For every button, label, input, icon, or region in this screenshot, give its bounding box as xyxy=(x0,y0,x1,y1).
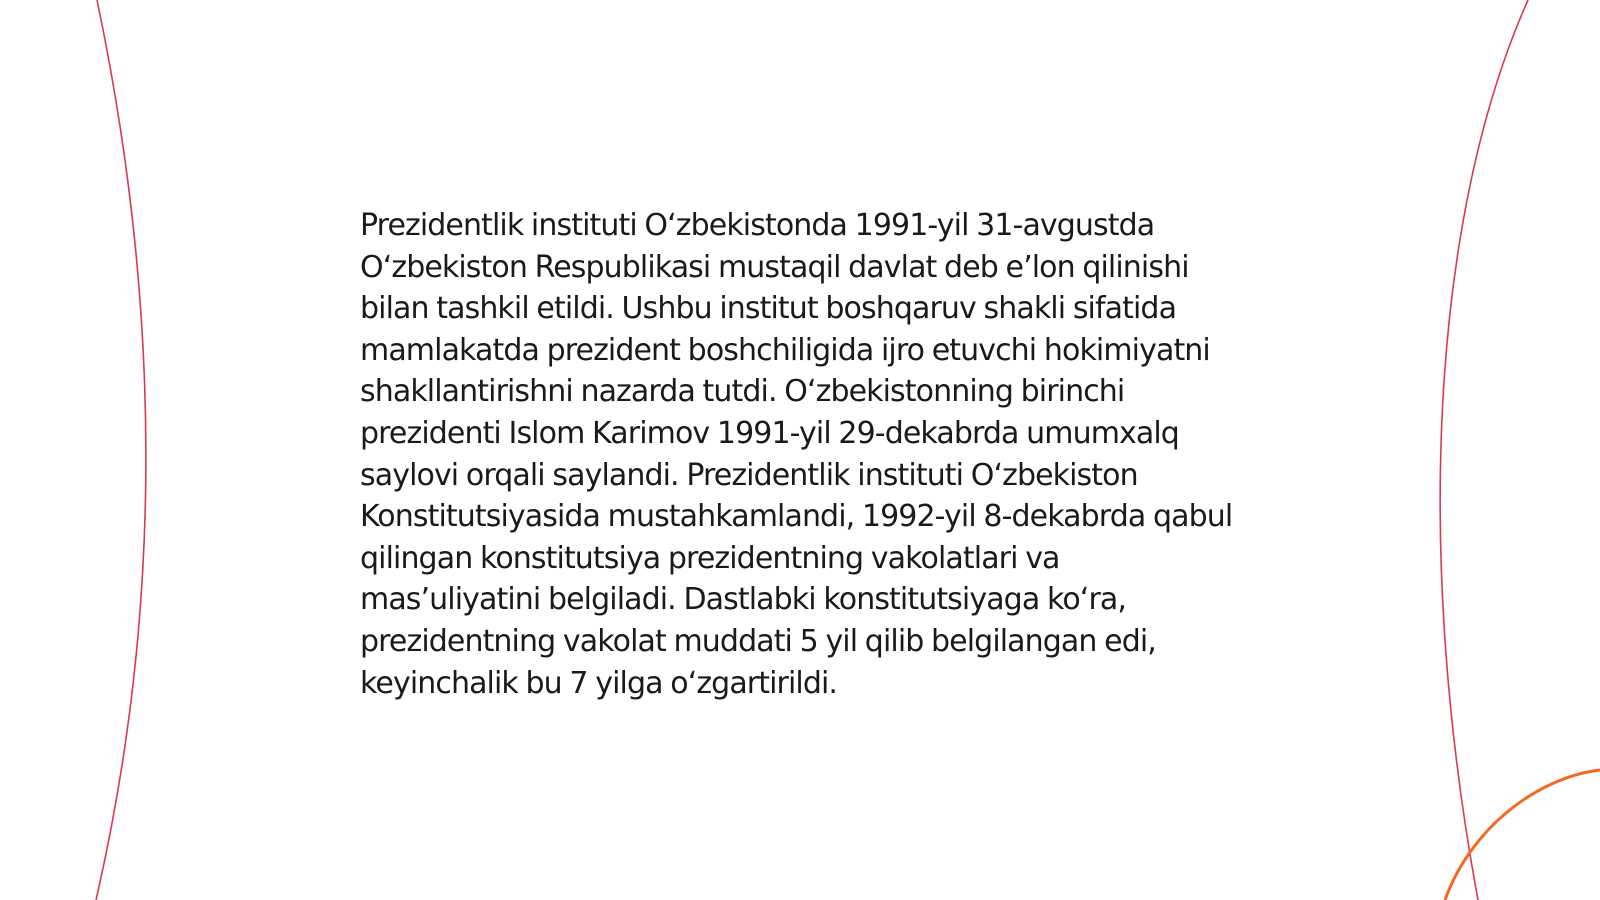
left-curve-line xyxy=(96,0,146,900)
orange-arc xyxy=(1445,770,1600,900)
right-curve-line xyxy=(1440,0,1528,900)
main-paragraph: Prezidentlik instituti O‘zbekistonda 1991-yil 31-avgustda O‘zbekiston Respublikasi mustaqil davlat deb e’lon qilinishi bilan tashkil etildi. Ushbu institut boshqaruv shakli sifatida mamlakatda prezident boshchiligida ijro etuvchi hokimiyatni shakllantirishni nazarda tutdi. O‘zbekistonning birinchi prezidenti Islom Karimov 1991-yil 29-dekabrda umumxalq saylovi orqali saylandi. Prezidentlik instituti O‘zbekiston Konstitutsiyasida mustahkamlandi, 1992-yil 8-dekabrda qabul qilingan konstitutsiya prezidentning vakolatlari va mas’uliyatini belgiladi. Dastlabki konstitutsiyaga ko‘ra, prezidentning vakolat muddati 5 yil qilib belgilangan edi, keyinchalik bu 7 yilga o‘zgartirildi. xyxy=(360,208,1233,701)
